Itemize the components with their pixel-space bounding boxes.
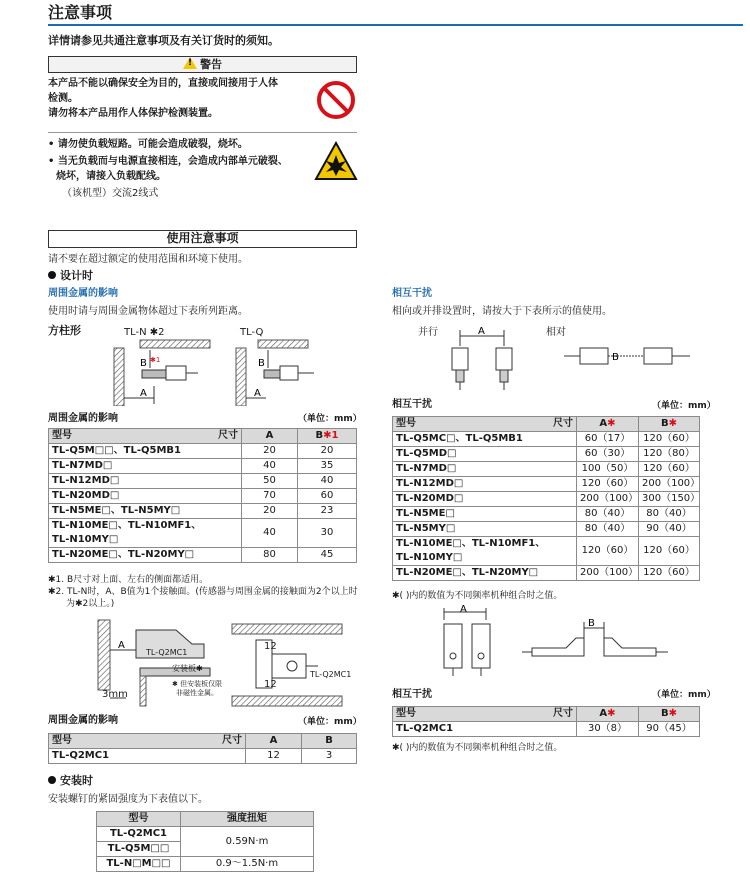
svg-text:A: A [118,640,125,651]
metal-table-2 [48,733,357,764]
warning-header-label: 警告 [200,58,222,71]
svg-text:B: B [588,618,595,629]
svg-text:B: B [140,358,147,369]
metal-distance-table [48,428,357,563]
mutual-table-2 [392,706,700,737]
svg-text:A: A [478,326,485,337]
q2mc1-note-2: 非磁性金属。 [176,689,218,697]
install-desc: 安装螺钉的紧固强度为下表值以下。 [48,794,208,805]
table-row: TL-N5ME□ 80（40） 80（40） [393,507,700,522]
table-row: TL-Q2MC1 30（8） 90（45） [393,722,700,737]
parallel-label: 并行 [418,327,438,338]
mutual-note: ✱( )内的数值为不同频率机种组合时之值。 [392,591,563,601]
table-header-row [49,429,357,444]
mutual-table-unit: （单位：mm） [652,401,716,411]
table-row: TL-N20MD□ 200（100） 300（150） [393,492,700,507]
metal-distance-diagram [110,338,330,406]
q2mc1-label-right: TL-Q2MC1 [310,670,352,679]
mutual-interference-table [392,416,700,581]
q2mc1-mutual-diagram [436,604,706,678]
warning-bullet-2: • 当无负载而与电源直接相连，会造成内部单元破裂、 [48,156,288,167]
q2mc1-12-top: 12 [264,641,277,652]
table-row: TL-N20ME□、TL-N20MY□ 80 45 [49,548,357,563]
warning-bullet-2b: 烧坏，请接入负载配线。 [56,171,166,182]
shape-label: 方柱形 [48,324,81,337]
mutual-table2-caption: 相互干扰 [392,689,432,700]
table-row: TL-N20MD□ 70 60 [49,489,357,504]
warning-header [48,56,357,73]
metal-table-unit: （单位：mm） [298,414,362,424]
q2mc1-note-1: ✱ 但安装板仅限 [172,680,223,688]
bullet-dot-icon [48,776,56,784]
table-row: TL-Q5MC□、TL-Q5MB1 60（17） 120（60） [393,432,700,447]
mutual-table-caption: 相互干扰 [392,399,432,410]
mutual-section-desc: 相向或并排设置时，请按大于下表所示的值使用。 [392,306,612,317]
diagram-tln-label: TL-N ✱2 [124,327,165,338]
metal-table-caption: 周围金属的影响 [48,413,118,424]
prohibition-icon [316,80,356,120]
warning-triangle-icon: ! [183,57,197,69]
warning-bullet-1: • 请勿使负载短路。可能会造成破裂，烧坏。 [48,139,248,150]
metal-section-desc: 使用时请与周围金属物体超过下表所列距离。 [48,306,248,317]
svg-text:A: A [140,388,147,399]
svg-text:B: B [612,352,619,363]
metal-section-title: 周围金属的影响 [48,288,118,299]
explosion-warning-icon [314,141,358,181]
table-row: TL-Q5M□□、TL-Q5MB1 20 20 [49,444,357,459]
table-row: TL-N5ME□、TL-N5MY□ 20 23 [49,504,357,519]
table-row: TL-N7MD□ 40 35 [49,459,357,474]
q2mc1-3mm: 3mm [102,689,128,700]
q2mc1-diagram [96,618,358,708]
metal-note-2b: 为✱2以上。) [66,599,115,609]
warning-divider [48,132,357,133]
usage-header: 使用注意事项 [48,230,357,248]
page-title: 注意事项 [48,3,113,22]
intro-text: 详情请参见共通注意事项及有关订货时的须知。 [48,34,279,47]
warning-text-1b: 检测。 [48,93,78,104]
table-header-row: 型号 强度扭矩 [97,812,314,827]
metal-table2-unit: （单位：mm） [298,717,362,727]
design-heading: 设计时 [48,269,93,284]
header-model-size: 型号 尺寸 [49,429,242,444]
table-row: TL-N12MD□ 50 40 [49,474,357,489]
metal-table2-caption: 周围金属的影响 [48,715,118,726]
table-row: TL-N12MD□ 120（60） 200（100） [393,477,700,492]
svg-text:✱1: ✱1 [150,356,161,364]
table-row: TL-N10ME□、TL-N10MF1、 TL-N10MY□ 40 30 [49,519,357,548]
table-row: TL-Q2MC1 12 3 [49,749,357,764]
table-row: TL-N5MY□ 80（40） 90（40） [393,522,700,537]
facing-label: 相对 [546,327,566,338]
svg-text:A: A [254,388,261,399]
table-row: TL-N□M□□ 0.9～1.5N·m [97,857,314,872]
table-row: TL-N7MD□ 100（50） 120（60） [393,462,700,477]
bullet-dot-icon [48,271,56,279]
table-header-row: 型号 尺寸 A B [49,734,357,749]
mutual-table2-unit: （单位：mm） [652,690,716,700]
metal-note-1: ✱1. B尺寸对上面、左右的侧面都适用。 [48,575,209,585]
table-row: TL-Q5M□□ [97,842,314,857]
mutual-section-title: 相互干扰 [392,288,432,299]
table-header-row: 型号 尺寸 A✱ B✱ [393,707,700,722]
svg-text:A: A [460,604,467,615]
title-divider [48,24,743,26]
table-row: TL-Q5MD□ 60（30） 120（80） [393,447,700,462]
install-heading: 安装时 [48,774,93,789]
metal-note-2a: ✱2. TL-N时，A、B值为1个接触面。(传感器与周围金属的接触面为2个以上时 [48,587,358,597]
diagram-tlq-label: TL-Q [240,327,264,338]
warning-model-note: （该机型）交流2线式 [62,188,159,199]
install-torque-table [96,811,314,872]
table-row: TL-N10ME□、TL-N10MF1、 TL-N10MY□ 120（60） 120（60） [393,537,700,566]
q2mc1-12-bottom: 12 [264,679,277,690]
svg-text:B: B [258,358,265,369]
header-a: A [242,429,298,444]
warning-text-2: 请勿将本产品用作人体保护检测装置。 [48,108,218,119]
mutual-interference-diagram [440,326,700,392]
table-row: TL-Q2MC1 0.59N·m [97,827,314,842]
warning-text-1a: 本产品不能以确保安全为目的，直接或间接用于人体 [48,78,278,89]
table-header-row: 型号 尺寸 A✱ B✱ [393,417,700,432]
table-row: TL-N20ME□、TL-N20MY□ 200（100） 120（60） [393,566,700,581]
q2mc1-label: TL-Q2MC1 [146,648,188,657]
q2mc1-board-label: 安装板✱ [172,664,203,673]
usage-text: 请不要在超过额定的使用范围和环境下使用。 [48,254,248,265]
header-b: B✱1 [298,429,357,444]
mutual-note-2: ✱( )内的数值为不同频率机种组合时之值。 [392,743,563,753]
